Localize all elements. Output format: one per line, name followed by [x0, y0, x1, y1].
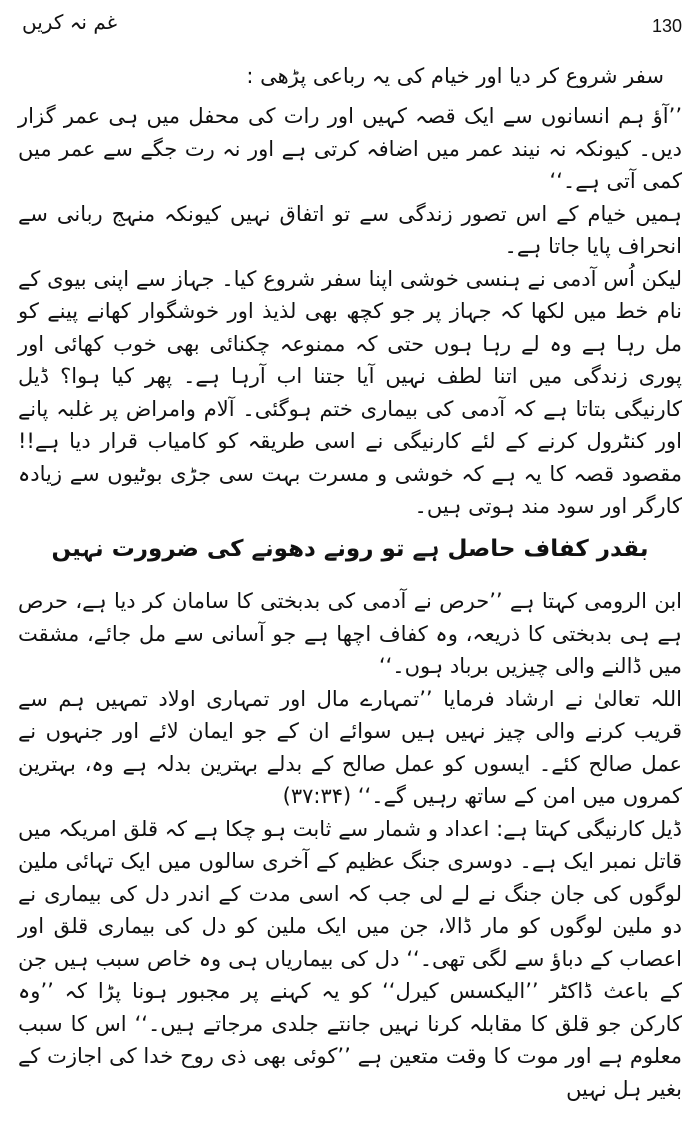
- paragraph: ہمیں خیام کے اس تصور زندگی سے تو اتفاق نہیں کیونکہ منہج ربانی سے انحراف پایا جاتا ہے۔: [18, 201, 682, 258]
- paragraph: اللہ تعالیٰ نے ارشاد فرمایا ’’تمہارے مال اور تمہاری اولاد تمہیں ہم سے قریب کرنے والی چیز نہیں ہیں سوائے ان کے جو ایمان لائے اور جنہوں نے عمل صالح کئے۔ ایسوں کو عمل صالح کے بدلے بہترین بدلہ ہے وہ، بہترین کمروں میں امن کے ساتھ رہیں گے۔‘‘ (۳۷:۳۴): [18, 686, 682, 808]
- paragraph: ابن الرومی کہتا ہے ’’حرص نے آدمی کی بدبختی کا سامان کر دیا ہے، حرص ہے ہی بدبختی کا ذریعہ، وہ کفاف اچھا ہے جو آسانی سے مل جائے، مشقت میں ڈالنے والی چیزیں برباد ہوں۔‘‘: [18, 589, 682, 678]
- paragraph: سفر شروع کر دیا اور خیام کی یہ رباعی پڑھی :: [246, 64, 664, 88]
- text-block-2: [18, 585, 682, 1105]
- section-heading: بقدر کفاف حاصل ہے تو رونے دھونے کی ضرورت نہیں: [51, 536, 649, 562]
- page-number: 130: [651, 16, 682, 36]
- page-header: [22, 10, 682, 44]
- paragraph: لیکن اُس آدمی نے ہنسی خوشی اپنا سفر شروع کیا۔ جہاز سے اپنی بیوی کے نام خط میں لکھا کہ جہاز پر جو کچھ بھی لذیذ اور خوشگوار کھانے پینے کو مل رہا ہے وہ لے رہا ہوں حتی کہ ممنوعہ چکنائی بھی خوب کھائی اور پوری زندگی میں اتنا لطف نہیں آیا جتنا اب آرہا ہے۔ پھر کیا ہوا؟ ڈیل کارنیگی بتاتا ہے کہ آدمی کی بیماری ختم ہوگئی۔ آلام وامراض پر غلبہ پانے اور کنٹرول کرنے کے لئے کارنیگی نے اسی طریقہ کو کامیاب قرار دیا ہے!! مقصود قصہ کا یہ ہے کہ خوشی و مسرت بہت سی جڑی بوٹیوں سے زیادہ کارگر اور سود مند ہوتی ہیں۔: [18, 266, 682, 518]
- paragraph: ’’آؤ ہم انسانوں سے ایک قصہ کہیں اور رات کی محفل میں ہی عمر گزار دیں۔ کیونکہ نہ نیند عمر میں اضافہ کرتی ہے اور نہ رت جگے سے عمر میں کمی آتی ہے۔‘‘: [18, 104, 682, 193]
- text-block-1: [18, 100, 682, 523]
- paragraph: ڈیل کارنیگی کہتا ہے: اعداد و شمار سے ثابت ہو چکا ہے کہ قلق امریکہ میں قاتل نمبر ایک ہے۔ دوسری جنگ عظیم کے آخری سالوں میں ایک تہائی ملین لوگوں کی جان جنگ نے لے لی جب کہ اسی مدت کے اندر دل کی بیماری نے دو ملین لوگوں کو مار ڈالا، جن میں ایک ملین کو دل کی بیماری قلق اور اعصاب کے دباؤ سے لگی تھی۔‘‘ دل کی بیماریاں ہی وہ خاص سبب ہیں جن کے باعث ڈاکٹر ’’الیکسس کیرل‘‘ کو یہ کہنے پر مجبور ہونا پڑا کہ ’’وہ کارکن جو قلق کا مقابلہ کرنا نہیں جانتے جلدی مرجاتے ہیں۔‘‘ اس کا سبب معلوم ہے اور موت کا وقت متعین ہے ’’کوئی بھی ذی روح خدا کی اجازت کے بغیر ہل نہیں: [18, 816, 682, 1101]
- running-head: غم نہ کریں: [22, 10, 118, 34]
- intro-line: [18, 60, 682, 93]
